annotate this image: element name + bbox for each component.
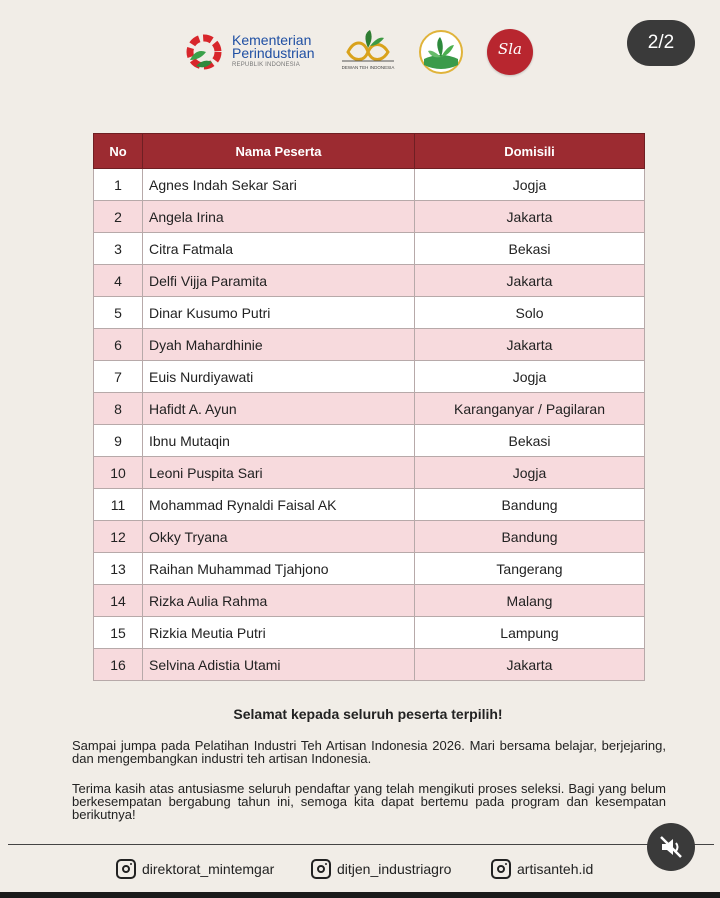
tea-sprout-icon [418, 29, 464, 75]
dewan-teh-text: DEWAN TEH INDONESIA [341, 65, 395, 70]
closing-paragraph-1: Sampai jumpa pada Pelatihan Industri Teh Artisan Indonesia 2026. Mari bersama belajar, berjejaring, dan mengembangkan industri teh artisan Indonesia. [72, 738, 666, 766]
instagram-icon [491, 859, 511, 879]
social-handle-text: ditjen_industriagro [337, 861, 452, 877]
cell-domisili: Malang [415, 585, 645, 617]
cell-domisili: Jakarta [415, 201, 645, 233]
column-header-no: No [94, 134, 143, 169]
cell-domisili: Karanganyar / Pagilaran [415, 393, 645, 425]
table-row [94, 425, 645, 457]
cell-nama: Rizkia Meutia Putri [143, 617, 415, 649]
instagram-icon [311, 859, 331, 879]
cell-nama: Mohammad Rynaldi Faisal AK [143, 489, 415, 521]
cell-no: 13 [94, 553, 143, 585]
table-row [94, 489, 645, 521]
cell-nama: Rizka Aulia Rahma [143, 585, 415, 617]
social-link-artisanteh[interactable] [491, 856, 593, 882]
cell-no: 3 [94, 233, 143, 265]
cell-no: 15 [94, 617, 143, 649]
cell-no: 10 [94, 457, 143, 489]
cell-nama: Citra Fatmala [143, 233, 415, 265]
kementerian-perindustrian-logo [182, 30, 317, 74]
cell-no: 9 [94, 425, 143, 457]
table-row [94, 329, 645, 361]
table-row [94, 233, 645, 265]
table-row [94, 521, 645, 553]
cell-no: 1 [94, 169, 143, 201]
table-row [94, 457, 645, 489]
cell-domisili: Jogja [415, 361, 645, 393]
table-row [94, 169, 645, 201]
cell-no: 8 [94, 393, 143, 425]
social-link-ditjen[interactable] [311, 856, 451, 882]
footer-divider [8, 844, 714, 845]
cell-no: 2 [94, 201, 143, 233]
cell-domisili: Bandung [415, 521, 645, 553]
tea-plantation-logo [418, 29, 464, 75]
table-row [94, 297, 645, 329]
table-row [94, 393, 645, 425]
congrats-heading: Selamat kepada seluruh peserta terpilih! [233, 706, 503, 722]
cell-no: 14 [94, 585, 143, 617]
table-row [94, 585, 645, 617]
cell-no: 12 [94, 521, 143, 553]
cell-domisili: Jogja [415, 169, 645, 201]
cell-nama: Selvina Adistia Utami [143, 649, 415, 681]
cell-nama: Okky Tryana [143, 521, 415, 553]
cell-no: 11 [94, 489, 143, 521]
cell-domisili: Solo [415, 297, 645, 329]
logo-text-line2: Perindustrian [232, 45, 315, 61]
cell-domisili: Jakarta [415, 649, 645, 681]
cell-nama: Euis Nurdiyawati [143, 361, 415, 393]
cell-nama: Raihan Muhammad Tjahjono [143, 553, 415, 585]
cell-no: 5 [94, 297, 143, 329]
cell-nama: Angela Irina [143, 201, 415, 233]
cell-nama: Delfi Vijja Paramita [143, 265, 415, 297]
table-row [94, 553, 645, 585]
cell-no: 6 [94, 329, 143, 361]
gear-leaf-icon [182, 30, 228, 74]
dewan-teh-logo [334, 28, 402, 76]
table-header-row [94, 134, 645, 169]
social-handle-text: artisanteh.id [517, 861, 594, 877]
cell-domisili: Bandung [415, 489, 645, 521]
sla-logo [487, 29, 533, 75]
table-row [94, 265, 645, 297]
table-row [94, 649, 645, 681]
cell-nama: Agnes Indah Sekar Sari [143, 169, 415, 201]
column-header-domisili: Domisili [415, 134, 645, 169]
bottom-bar [0, 892, 720, 898]
cell-domisili: Tangerang [415, 553, 645, 585]
mute-button[interactable] [647, 823, 695, 871]
logo-text-line1: Kementerian [232, 32, 312, 48]
cell-no: 4 [94, 265, 143, 297]
closing-paragraph-2: Terima kasih atas antusiasme seluruh pendaftar yang telah mengikuti proses seleksi. Bagi yang belum berkesempatan bergabung tahun ini, semoga kita dapat bertemu pada program dan kesempatan berikutnya! [72, 781, 666, 822]
participants-table [93, 133, 645, 681]
cell-domisili: Jakarta [415, 265, 645, 297]
cell-nama: Ibnu Mutaqin [143, 425, 415, 457]
table-row [94, 617, 645, 649]
cell-domisili: Jogja [415, 457, 645, 489]
logo-subtext: REPUBLIK INDONESIA [232, 62, 300, 68]
cell-no: 7 [94, 361, 143, 393]
column-header-nama: Nama Peserta [143, 134, 415, 169]
cell-domisili: Lampung [415, 617, 645, 649]
sla-logo-text: Sla [497, 40, 523, 58]
cell-nama: Dyah Mahardhinie [143, 329, 415, 361]
cell-nama: Dinar Kusumo Putri [143, 297, 415, 329]
table-row [94, 201, 645, 233]
cell-nama: Leoni Puspita Sari [143, 457, 415, 489]
page-indicator: 2/2 [627, 20, 695, 66]
cell-domisili: Bekasi [415, 233, 645, 265]
tea-infinity-icon [334, 28, 402, 66]
cell-no: 16 [94, 649, 143, 681]
cell-nama: Hafidt A. Ayun [143, 393, 415, 425]
volume-muted-icon [658, 834, 684, 860]
table-row [94, 361, 645, 393]
social-handle-text: direktorat_mintemgar [142, 861, 275, 877]
instagram-icon [116, 859, 136, 879]
cell-domisili: Jakarta [415, 329, 645, 361]
cell-domisili: Bekasi [415, 425, 645, 457]
social-link-direktorat[interactable] [116, 856, 274, 882]
social-handles [0, 856, 720, 882]
partner-logos [0, 24, 720, 80]
